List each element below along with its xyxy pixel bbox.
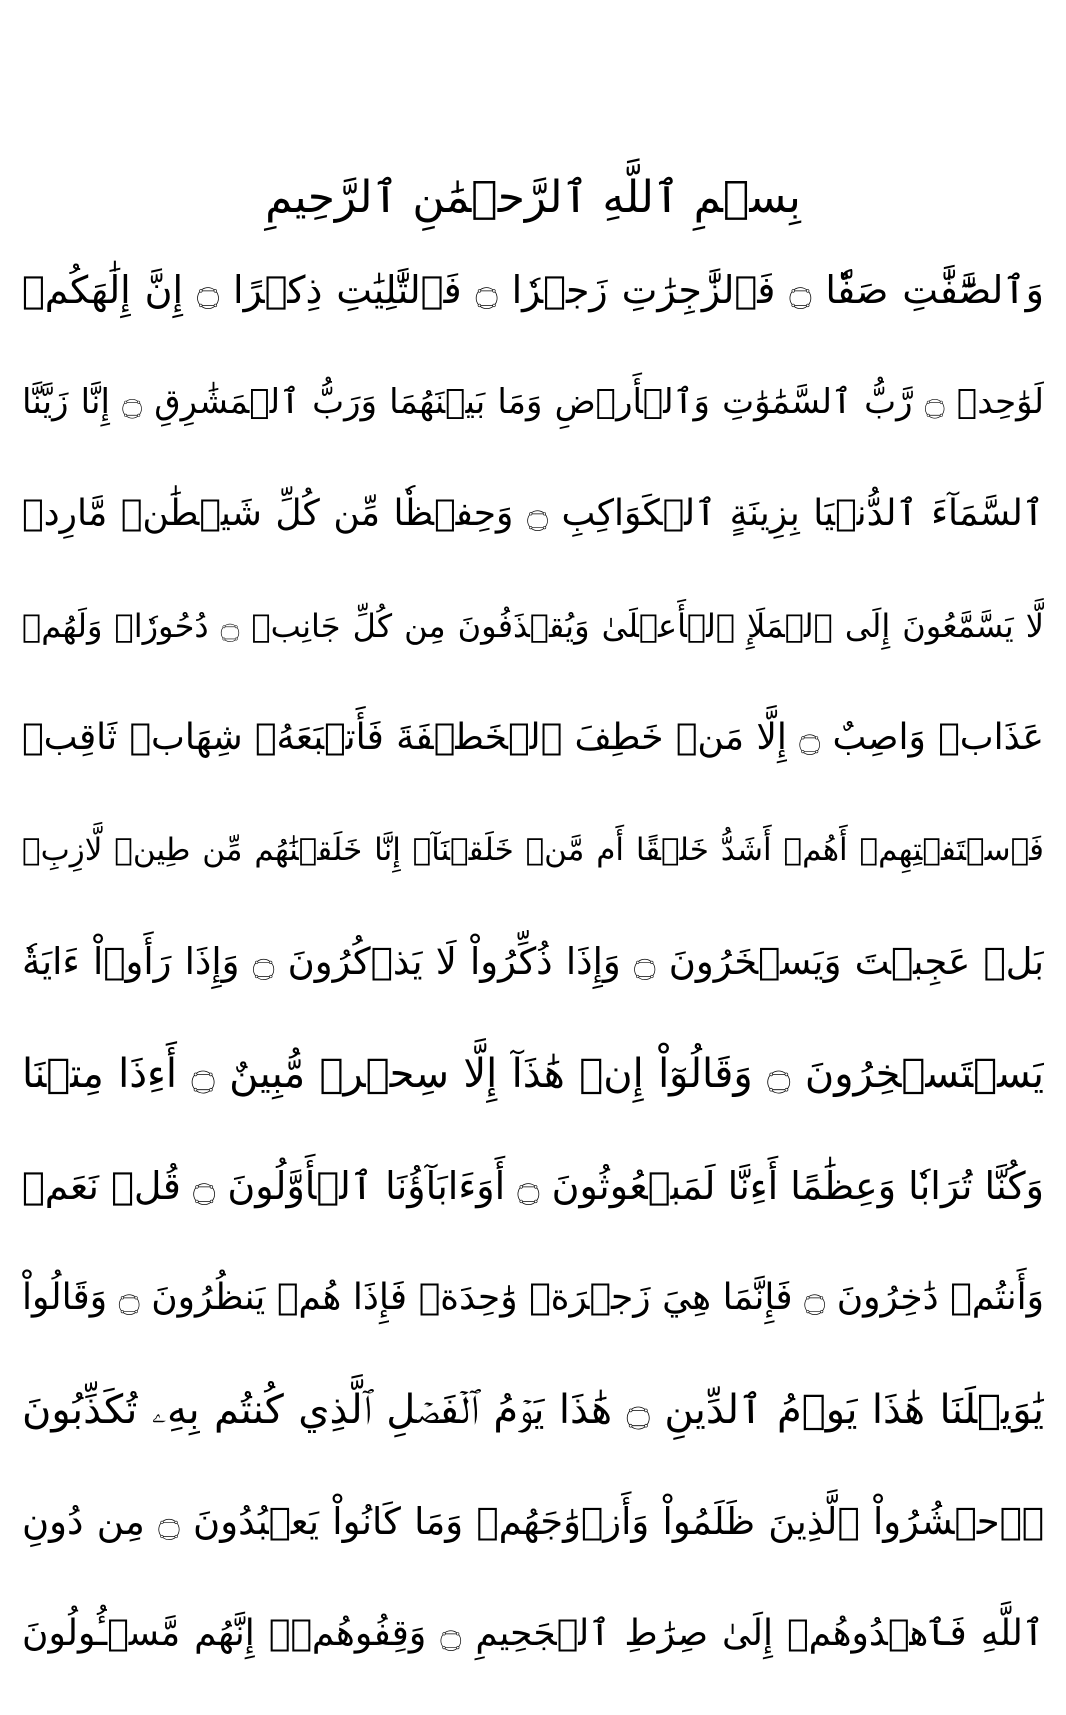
text-line-3: ٱلسَّمَآءَ ٱلدُّنۡيَا بِزِينَةٍ ٱلۡكَوَاكِبِ ۝ وَحِفۡظٗا مِّن كُلِّ شَيۡطَٰنٖ مَّارِدٖ	[22, 493, 1044, 534]
text-line-6: فَٱسۡتَفۡتِهِمۡ أَهُمۡ أَشَدُّ خَلۡقًا أَم مَّنۡ خَلَقۡنَآۚ إِنَّا خَلَقۡنَٰهُم مِّن طِينٖ لَّازِبِۭ	[22, 832, 1044, 868]
text-line-2: لَوَٰحِدٞ ۝ رَّبُّ ٱلسَّمَٰوَٰتِ وَٱلۡأَرۡضِ وَمَا بَيۡنَهُمَا وَرَبُّ ٱلۡمَشَٰرِقِ ۝ إِنَّا زَيَّنَّا	[22, 382, 1044, 422]
text-line-12: ۞ٱحۡشُرُواْ ٱلَّذِينَ ظَلَمُواْ وَأَزۡوَٰجَهُمۡ وَمَا كَانُواْ يَعۡبُدُونَ ۝ مِن دُونِ	[22, 1500, 1044, 1543]
text-line-5: عَذَابٞ وَاصِبٌ ۝ إِلَّا مَنۡ خَطِفَ ٱلۡخَطۡفَةَ فَأَتۡبَعَهُۥ شِهَابٞ ثَاقِبٞ	[22, 717, 1044, 758]
text-line-1: وَٱلصَّٰٓفَّٰتِ صَفّٗا ۝ فَٱلزَّٰجِرَٰتِ زَجۡرٗا ۝ فَٱلتَّٰلِيَٰتِ ذِكۡرًا ۝ إِنَّ إِلَٰهَكُمۡ	[22, 268, 1044, 312]
text-line-13: ٱللَّهِ فَٱهۡدُوهُمۡ إِلَىٰ صِرَٰطِ ٱلۡجَحِيمِ ۝ وَقِفُوهُمۡۖ إِنَّهُم مَّسۡـُٔولُونَ	[22, 1613, 1044, 1654]
text-line-11: يَٰوَيۡلَنَا هَٰذَا يَوۡمُ ٱلدِّينِ ۝ هَٰذَا يَوۡمُ ٱلۡفَصۡلِ ٱلَّذِي كُنتُم بِهِۦ تُكَذِّبُونَ	[22, 1387, 1044, 1433]
text-line-10: وَأَنتُمۡ دَٰخِرُونَ ۝ فَإِنَّمَا هِيَ زَجۡرَةٞ وَٰحِدَةٞ فَإِذَا هُمۡ يَنظُرُونَ ۝ وَقَالُواْ	[22, 1277, 1044, 1318]
text-line-7: بَلۡ عَجِبۡتَ وَيَسۡخَرُونَ ۝ وَإِذَا ذُكِّرُواْ لَا يَذۡكُرُونَ ۝ وَإِذَا رَأَوۡاْ ءَايَةٗ	[22, 940, 1044, 983]
basmala: بِسۡمِ ٱللَّهِ ٱلرَّحۡمَٰنِ ٱلرَّحِيمِ	[265, 172, 801, 223]
text-line-9: وَكُنَّا تُرَابٗا وَعِظَٰمًا أَءِنَّا لَمَبۡعُوثُونَ ۝ أَوَءَابَآؤُنَا ٱلۡأَوَّلُونَ ۝ قُلۡ نَعَمۡ	[22, 1164, 1044, 1208]
text-line-4: لَّا يَسَّمَّعُونَ إِلَى ٱلۡمَلَإِ ٱلۡأَعۡلَىٰ وَيُقۡذَفُونَ مِن كُلِّ جَانِبٖ ۝ دُحُورٗاۖ وَلَهُمۡ	[22, 607, 1044, 645]
text-line-8: يَسۡتَسۡخِرُونَ ۝ وَقَالُوٓاْ إِنۡ هَٰذَآ إِلَّا سِحۡرٞ مُّبِينٌ ۝ أَءِذَا مِتۡنَا	[22, 1051, 1044, 1097]
